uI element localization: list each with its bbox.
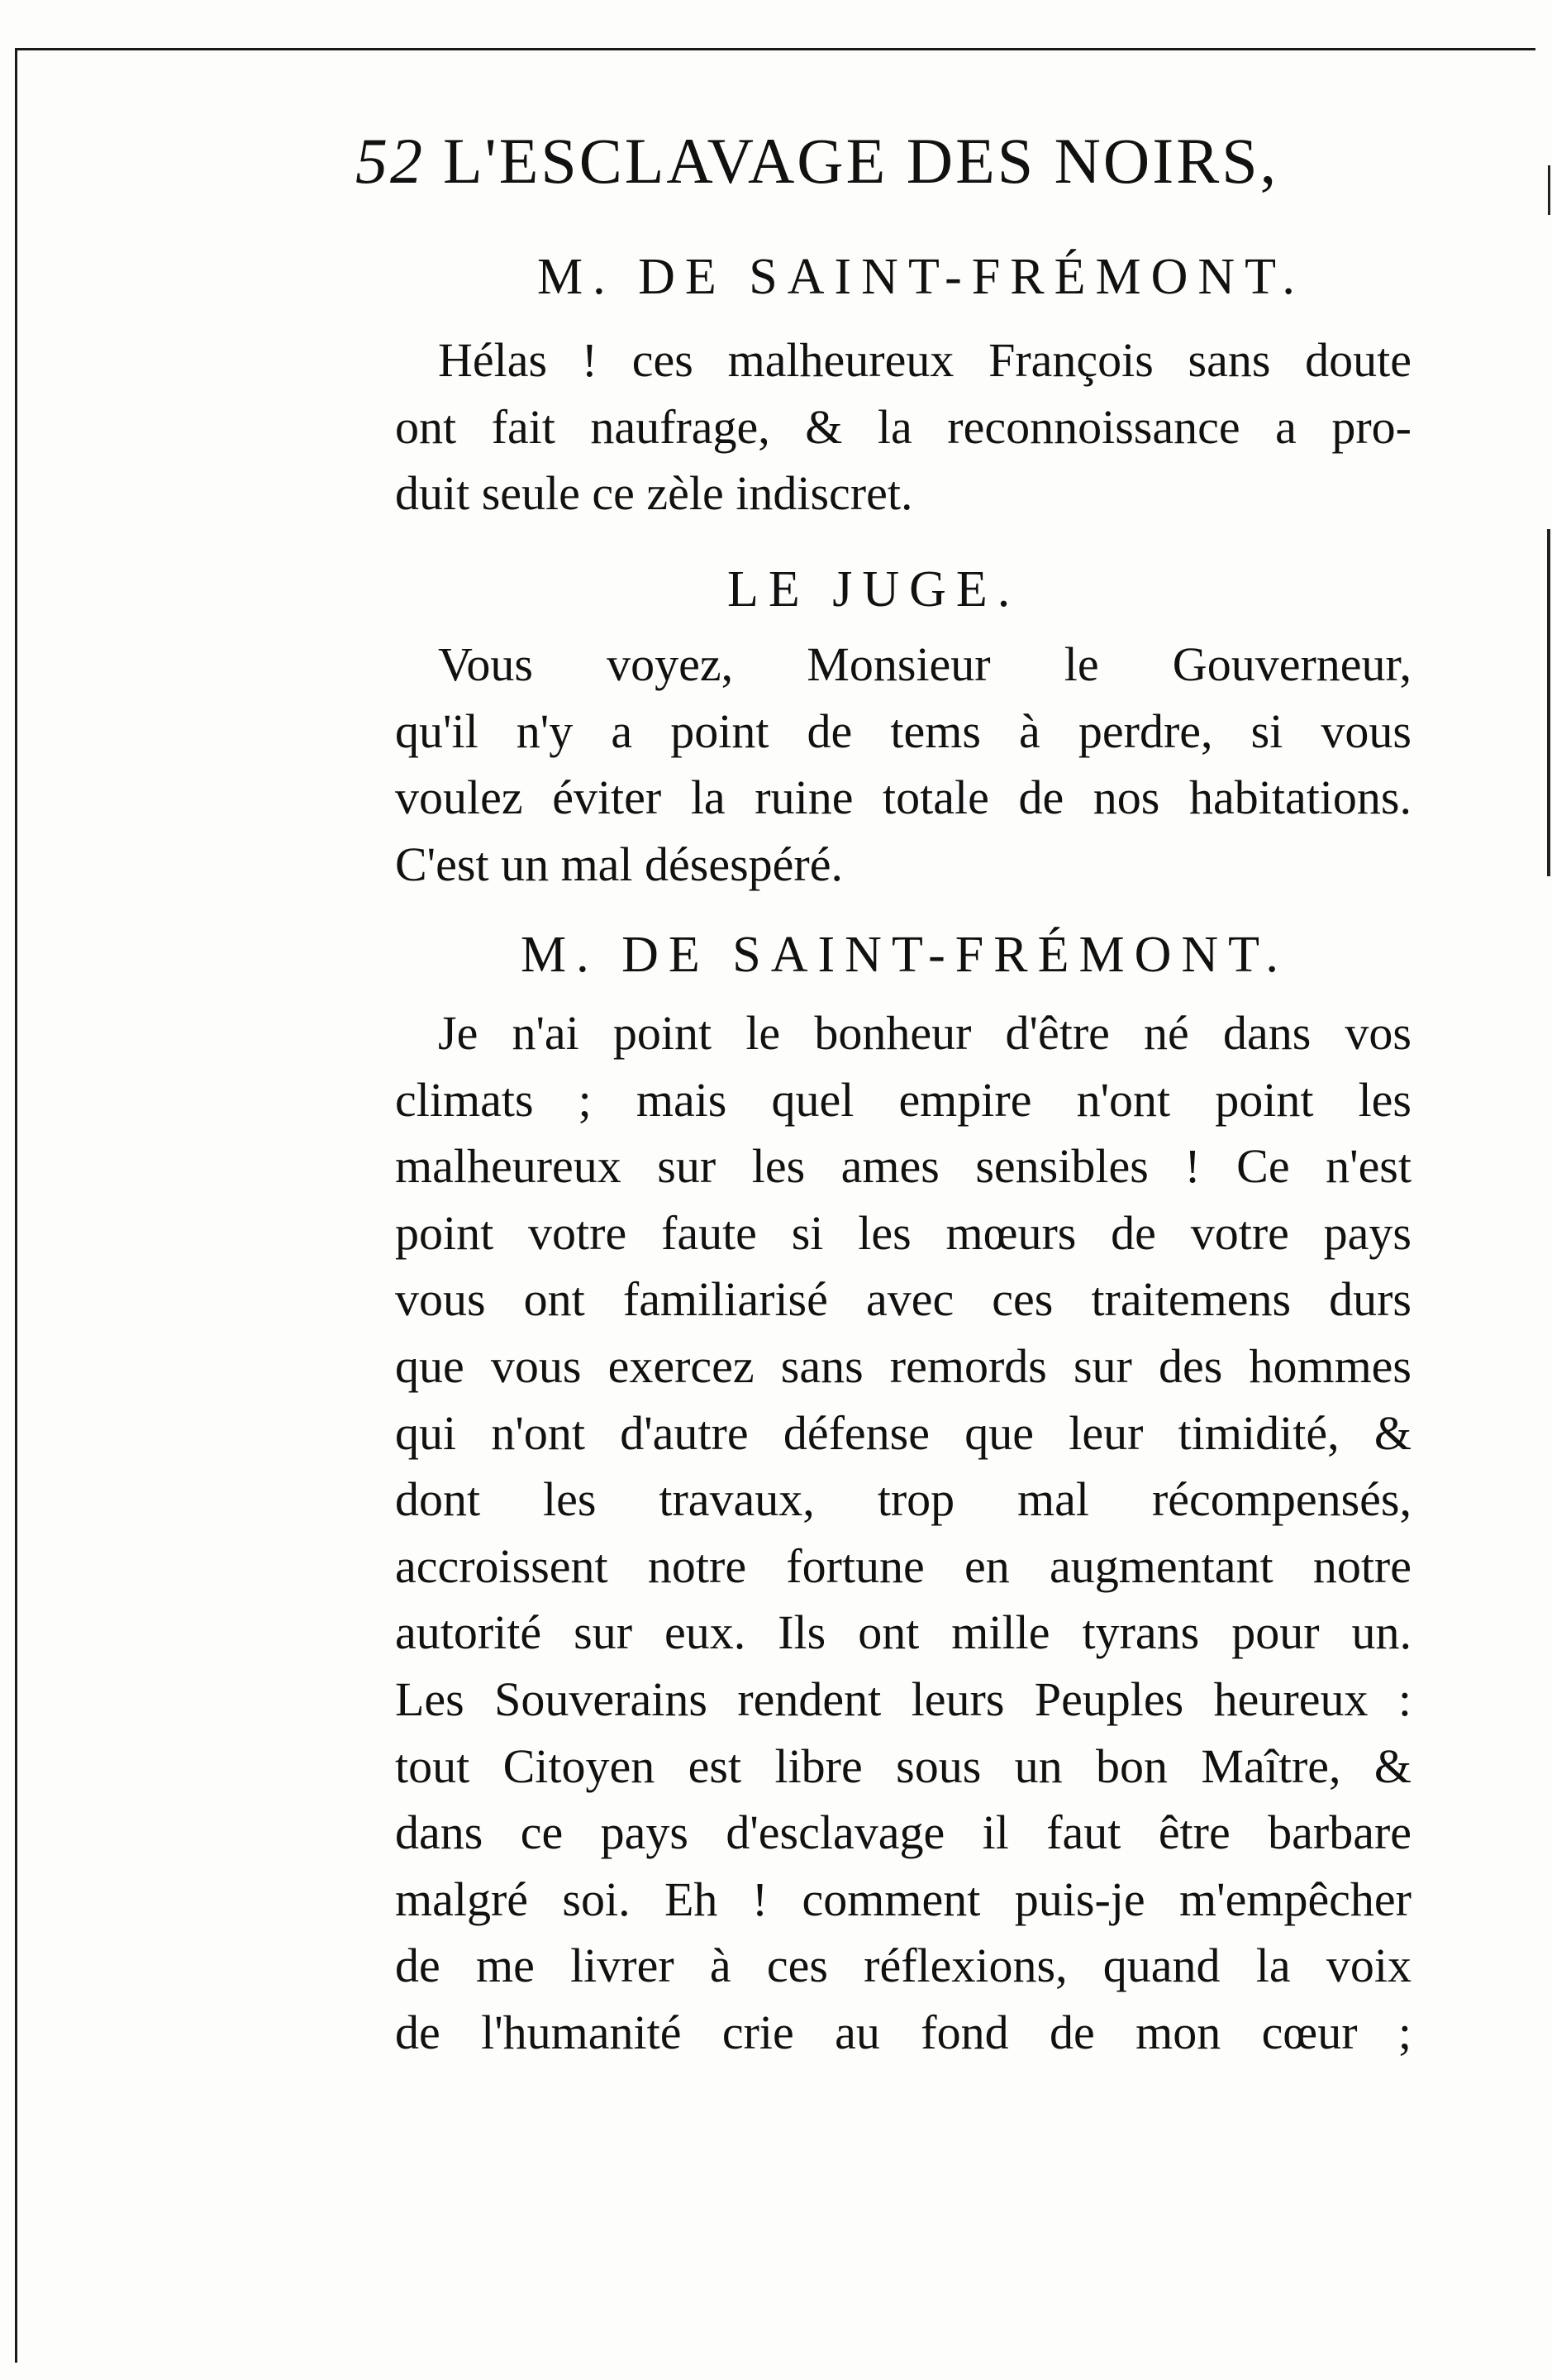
speaker-name: M. DE SAINT-FRÉMONT. xyxy=(537,249,1305,305)
text-line: climats ; mais quel empire n'ont point les xyxy=(395,1072,1412,1127)
text-line: autorité sur eux. Ils ont mille tyrans pour un. xyxy=(395,1605,1412,1660)
text-line: point votre faute si les mœurs de votre pays xyxy=(395,1205,1412,1260)
text-line: que vous exercez sans remords sur des hommes xyxy=(395,1338,1412,1393)
text-line: ont fait naufrage, & la reconnoissance a pro- xyxy=(395,399,1412,454)
page-border-left xyxy=(15,48,17,2363)
text-line: dans ce pays d'esclavage il faut être barbare xyxy=(395,1805,1412,1860)
running-header xyxy=(355,124,1380,198)
text-line: C'est un mal désespéré. xyxy=(395,837,843,891)
paragraph xyxy=(395,632,1412,898)
text-line: Hélas ! ces malheureux François sans doute xyxy=(438,333,1412,387)
text-line: voulez éviter la ruine totale de nos habitations. xyxy=(395,770,1412,825)
text-line: vous ont familiarisé avec ces traitemens durs xyxy=(395,1272,1412,1327)
page-border-top xyxy=(15,48,1535,50)
text-line: duit seule ce zèle indiscret. xyxy=(395,466,913,521)
speaker-name: LE JUGE. xyxy=(727,561,1021,618)
text-line: tout Citoyen est libre sous un bon Maître, & xyxy=(395,1738,1412,1793)
text-line: malgré soi. Eh ! comment puis-je m'empêcher xyxy=(395,1872,1412,1926)
text-line: qu'il n'y a point de tems à perdre, si vous xyxy=(395,704,1412,758)
text-line: malheureux sur les ames sensibles ! Ce n'est xyxy=(395,1139,1412,1194)
text-line: Je n'ai point le bonheur d'être né dans vos xyxy=(438,1006,1412,1060)
paragraph xyxy=(395,1000,1412,2067)
text-line: de me livrer à ces réflexions, quand la voix xyxy=(395,1939,1412,1993)
speaker-heading xyxy=(521,926,1288,985)
speaker-heading xyxy=(727,560,1020,619)
page-edge-mark xyxy=(1547,529,1550,876)
text-line: de l'humanité crie au fond de mon cœur ; xyxy=(395,2005,1412,2059)
speaker-heading xyxy=(537,248,1305,307)
text-line: Vous voyez, Monsieur le Gouverneur, xyxy=(438,637,1412,691)
text-line: qui n'ont d'autre défense que leur timidité, & xyxy=(395,1405,1412,1460)
text-line: Les Souverains rendent leurs Peuples heureux : xyxy=(395,1672,1412,1726)
running-head-title: L'ESCLAVAGE DES NOIRS, xyxy=(443,125,1279,197)
page-number: 52 xyxy=(355,125,425,197)
paragraph xyxy=(395,327,1412,527)
text-line: dont les travaux, trop mal récompensés, xyxy=(395,1472,1412,1527)
text-line: accroissent notre fortune en augmentant notre xyxy=(395,1538,1412,1593)
page-edge-mark xyxy=(1548,165,1550,215)
speaker-name: M. DE SAINT-FRÉMONT. xyxy=(521,927,1288,983)
